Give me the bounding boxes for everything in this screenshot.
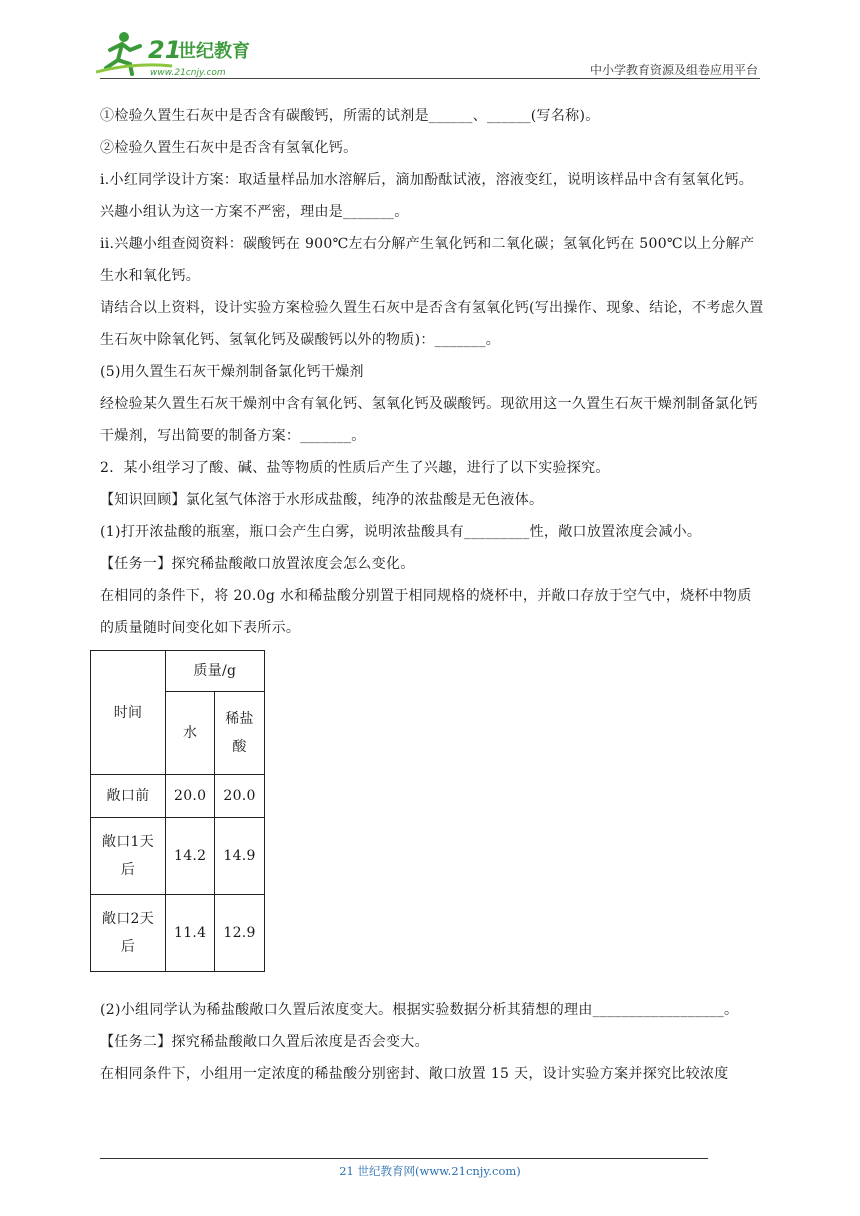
question-heading: 2．某小组学习了酸、碱、盐等物质的性质后产生了兴趣，进行了以下实验探究。	[100, 460, 610, 476]
time-cell: 敞口前	[91, 775, 166, 818]
header-divider	[100, 78, 760, 79]
time-cell: 敞口1天后	[91, 818, 166, 895]
paragraph: i.小红同学设计方案：取适量样品加水溶解后，滴加酚酞试液，溶液变红，说明该样品中含有氢氧化钙。兴趣小组认为这一方案不严密，理由是_______。	[100, 172, 754, 220]
acid-header-cell: 稀盐酸	[215, 692, 264, 775]
logo-mark: 21	[148, 36, 182, 64]
water-cell: 14.2	[166, 818, 215, 895]
logo-text: 世纪教育	[178, 41, 250, 62]
page-header	[0, 0, 860, 90]
paragraph: (2)小组同学认为稀盐酸敞口久置后浓度变大。根据实验数据分析其猜想的理由__________________。	[100, 1002, 739, 1018]
footer-link[interactable]: 21 世纪教育网(www.21cnjy.com)	[339, 1164, 521, 1178]
paragraph: (5)用久置生石灰干燥剂制备氯化钙干燥剂	[100, 364, 364, 380]
paragraph: 【知识回顾】氯化氢气体溶于水形成盐酸，纯净的浓盐酸是无色液体。	[100, 492, 544, 508]
paragraph: 在相同的条件下，将 20.0g 水和稀盐酸分别置于相同规格的烧杯中，并敞口存放于空气中，烧杯中物质的质量随时间变化如下表所示。	[100, 588, 752, 636]
table-row	[91, 895, 265, 972]
water-header-cell: 水	[166, 692, 215, 775]
mass-data-table	[90, 650, 265, 972]
paragraph: 经检验某久置生石灰干燥剂中含有氧化钙、氢氧化钙及碳酸钙。现欲用这一久置生石灰干燥剂制备氯化钙干燥剂，写出简要的制备方案：_______。	[100, 396, 758, 444]
paragraph: 【任务二】探究稀盐酸敞口久置后浓度是否会变大。	[100, 1034, 429, 1050]
document-body	[100, 100, 764, 1090]
acid-cell: 12.9	[215, 895, 264, 972]
site-logo[interactable]	[96, 28, 266, 80]
runner-logo-icon	[96, 28, 266, 80]
logo-url: www.21cnjy.com	[150, 68, 226, 78]
water-cell: 11.4	[166, 895, 215, 972]
time-header-cell: 时间	[91, 651, 166, 775]
paragraph: (1)打开浓盐酸的瓶塞，瓶口会产生白雾，说明浓盐酸具有_________性，敞口放置浓度会减小。	[100, 524, 702, 540]
paragraph: ②检验久置生石灰中是否含有氢氧化钙。	[100, 140, 358, 156]
water-cell: 20.0	[166, 775, 215, 818]
paragraph: ii.兴趣小组查阅资料：碳酸钙在 900℃左右分解产生氧化钙和二氧化碳；氢氧化钙在 500℃以上分解产生水和氧化钙。	[100, 236, 755, 284]
paragraph: 在相同条件下，小组用一定浓度的稀盐酸分别密封、敞口放置 15 天，设计实验方案并探究比较浓度	[100, 1066, 729, 1082]
platform-name: 中小学教育资源及组卷应用平台	[589, 63, 758, 77]
time-cell: 敞口2天后	[91, 895, 166, 972]
mass-header-cell: 质量/g	[166, 651, 265, 692]
paragraph: 请结合以上资料，设计实验方案检验久置生石灰中是否含有氢氧化钙(写出操作、现象、结论，不考虑久置生石灰中除氧化钙、氢氧化钙及碳酸钙以外的物质)：_______。	[100, 300, 764, 348]
footer-divider	[100, 1158, 708, 1159]
table-row	[91, 818, 265, 895]
paragraph: ①检验久置生石灰中是否含有碳酸钙，所需的试剂是______、______(写名称)。	[100, 108, 600, 124]
acid-cell: 14.9	[215, 818, 264, 895]
acid-cell: 20.0	[215, 775, 264, 818]
table-row	[91, 775, 265, 818]
paragraph: 【任务一】探究稀盐酸敞口放置浓度会怎么变化。	[100, 556, 415, 572]
